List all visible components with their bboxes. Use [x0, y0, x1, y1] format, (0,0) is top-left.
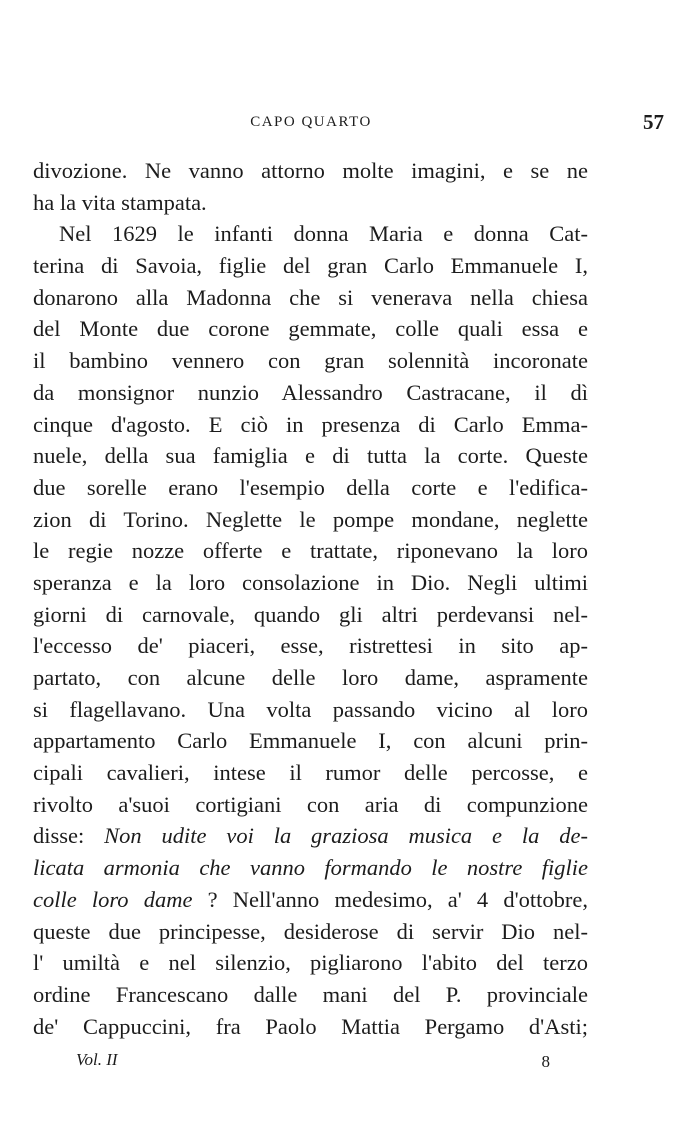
- page-footer: [76, 1050, 550, 1076]
- quote-line: licata armonia che vanno formando le nostre figlie: [33, 855, 588, 881]
- text-line: Nel 1629 le infanti donna Maria e donna Cat-: [59, 221, 588, 247]
- quote-italic: colle loro dame: [33, 886, 193, 912]
- text-line: il bambino vennero con gran solennità incoronate: [33, 348, 588, 374]
- text-line: si flagellavano. Una volta passando vicino al loro: [33, 696, 588, 722]
- text-line: nuele, della sua famiglia e di tutta la corte. Queste: [33, 443, 588, 469]
- text-line: donarono alla Madonna che si venerava nella chiesa: [33, 284, 588, 310]
- text-line: ha la vita stampata.: [33, 189, 207, 215]
- text-line: del Monte due corone gemmate, colle quali essa e: [33, 316, 588, 342]
- text-line: rivolto a'suoi cortigiani con aria di compunzione: [33, 791, 588, 817]
- text-line: da monsignor nunzio Alessandro Castracane, il dì: [33, 379, 588, 405]
- quote-line: [33, 820, 588, 852]
- text-line: cinque d'agosto. E ciò in presenza di Carlo Emma-: [33, 411, 588, 437]
- text-line: l' umiltà e nel silenzio, pigliarono l'abito del terzo: [33, 950, 588, 976]
- quote-after: ? Nell'anno medesimo, a' 4 d'ottobre,: [192, 886, 589, 912]
- quote-intro: disse:: [33, 823, 105, 849]
- running-title: CAPO QUARTO: [250, 114, 372, 130]
- quote-italic: Non udite voi la graziosa musica e la de-: [104, 823, 588, 849]
- text-line: l'eccesso de' piaceri, esse, ristrettesi in sito ap-: [33, 633, 588, 659]
- body-text: [33, 155, 588, 1042]
- page-header: [34, 110, 664, 138]
- text-line: terina di Savoia, figlie del gran Carlo Emmanuele I,: [33, 253, 588, 279]
- signature-mark: 8: [541, 1052, 550, 1071]
- text-line: partato, con alcune delle loro dame, aspramente: [33, 665, 588, 690]
- text-line: cipali cavalieri, intese il rumor delle percosse, e: [33, 760, 588, 786]
- text-line: le regie nozze offerte e trattate, riponevano la loro: [33, 538, 588, 564]
- text-line: divozione. Ne vanno attorno molte imagini, e se ne: [33, 158, 588, 183]
- page-number: 57: [643, 110, 664, 134]
- text-line: due sorelle erano l'esempio della corte e l'edifica-: [33, 474, 588, 500]
- text-line: speranza e la loro consolazione in Dio. Negli ultimi: [33, 569, 588, 595]
- text-line: giorni di carnovale, quando gli altri perdevansi nel-: [33, 601, 588, 627]
- text-line: appartamento Carlo Emmanuele I, con alcuni prin-: [33, 728, 588, 754]
- volume-mark: Vol. II: [76, 1050, 118, 1069]
- text-line: ordine Francescano dalle mani del P. provinciale: [33, 981, 588, 1007]
- text-line: zion di Torino. Neglette le pompe mondane, neglette: [33, 506, 588, 532]
- text-line: de' Cappuccini, fra Paolo Mattia Pergamo d'Asti;: [33, 1013, 588, 1039]
- text-line: queste due principesse, desiderose di servir Dio nel-: [33, 918, 588, 944]
- quote-line: [33, 884, 588, 916]
